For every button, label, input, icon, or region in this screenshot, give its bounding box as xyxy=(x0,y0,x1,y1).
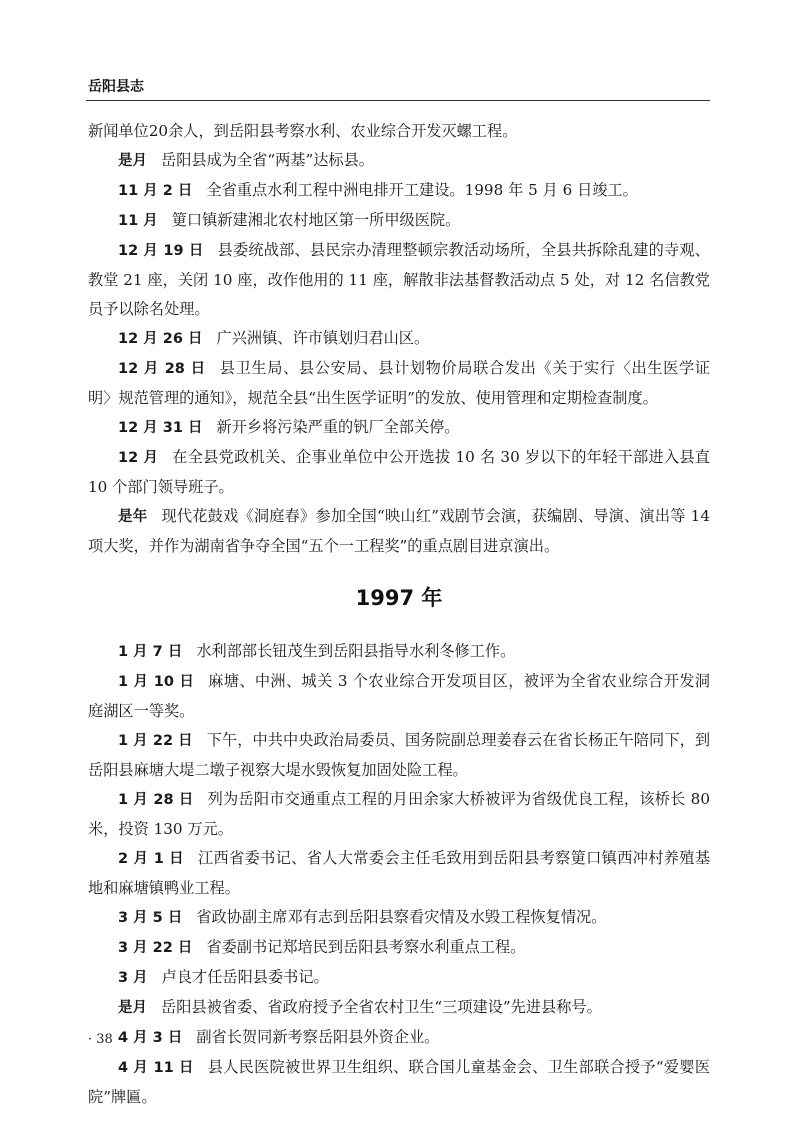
running-header: 岳阳县志 xyxy=(88,79,144,95)
chronicle-entry xyxy=(88,1023,710,1053)
entry-text: 副省长贺同新考察岳阳县外资企业。 xyxy=(196,1028,440,1046)
chronicle-entry xyxy=(88,413,710,443)
entry-text: 现代花鼓戏《洞庭春》参加全国“映山红”戏剧节会演，获编剧、导演、演出等 14 项大奖，并作为湖南省争夺全国“五个一工程奖”的重点剧目进京演出。 xyxy=(88,507,711,555)
entry-text: 省委副书记郑培民到岳阳县考察水利重点工程。 xyxy=(206,938,526,956)
entry-date: 3 月 5 日 xyxy=(118,910,183,926)
entry-text: 在全县党政机关、企事业单位中公开选拔 10 名 30 岁以下的年轻干部进入县直 10 个部门领导班子。 xyxy=(88,448,710,496)
entry-date: 1 月 22 日 xyxy=(118,733,193,749)
entry-date: 3 月 xyxy=(118,970,148,986)
entry-date: 是月 xyxy=(118,153,147,169)
entry-text: 江西省委书记、省人大常委会主任毛致用到岳阳县考察筻口镇西冲村养殖基地和麻塘镇鸭业工程。 xyxy=(88,849,711,897)
entry-date: 4 月 3 日 xyxy=(118,1030,183,1046)
entry-date: 12 月 xyxy=(118,450,159,466)
entries-1996 xyxy=(88,146,710,561)
entry-date: 12 月 28 日 xyxy=(118,361,206,377)
entry-date: 3 月 22 日 xyxy=(118,940,193,956)
entry-text: 省政协副主席邓有志到岳阳县察看灾情及水毁工程恢复情况。 xyxy=(196,908,607,926)
entry-date: 1 月 10 日 xyxy=(118,674,195,690)
chronicle-entry xyxy=(88,354,710,413)
entry-date: 11 月 xyxy=(118,213,158,229)
entry-text: 县人民医院被世界卫生组织、联合国儿童基金会、卫生部联合授予“爱婴医院”牌匾。 xyxy=(88,1058,711,1106)
year-heading: 1997 年 xyxy=(355,586,443,610)
chronicle-entry xyxy=(88,963,710,993)
entry-text: 下午，中共中央政治局委员、国务院副总理姜春云在省长杨正午陪同下，到岳阳县麻塘大堤二墩子视察大堤水毁恢复加固处险工程。 xyxy=(88,731,711,779)
entry-text: 县卫生局、县公安局、县计划物价局联合发出《关于实行〈出生医学证明〉规范管理的通知》，规范全县“出生医学证明”的发放、使用管理和定期检查制度。 xyxy=(88,359,710,407)
entry-date: 是月 xyxy=(118,1000,147,1016)
entry-text: 列为岳阳市交通重点工程的月田余家大桥被评为省级优良工程，该桥长 80 米，投资 130 万元。 xyxy=(88,790,710,838)
chronicle-entry xyxy=(88,176,710,206)
header-divider xyxy=(86,100,710,101)
chronicle-entry xyxy=(88,324,710,354)
entry-date: 1 月 28 日 xyxy=(118,792,194,808)
entry-date: 12 月 26 日 xyxy=(118,331,203,347)
entry-date: 12 月 19 日 xyxy=(118,243,204,259)
entry-text: 新开乡将污染严重的钒厂全部关停。 xyxy=(216,418,460,436)
chronicle-entry xyxy=(88,236,710,324)
entry-date: 12 月 31 日 xyxy=(118,420,203,436)
entry-text: 广兴洲镇、许市镇划归君山区。 xyxy=(216,329,430,347)
chronicle-entry xyxy=(88,1053,710,1112)
entries-1997 xyxy=(88,637,710,1112)
chronicle-entry xyxy=(88,146,710,176)
chronicle-entry xyxy=(88,443,710,502)
chronicle-entry xyxy=(88,933,710,963)
entry-date: 4 月 11 日 xyxy=(118,1060,194,1076)
chronicle-entry xyxy=(88,903,710,933)
page-number: · 38 · xyxy=(88,1032,122,1047)
entry-text: 麻塘、中洲、城关 3 个农业综合开发项目区，被评为全省农业综合开发洞庭湖区一等奖。 xyxy=(88,672,710,720)
entry-text: 岳阳县被省委、省政府授予全省农村卫生“三项建设”先进县称号。 xyxy=(161,998,602,1016)
entry-date: 1 月 7 日 xyxy=(118,644,183,660)
entry-date: 11 月 2 日 xyxy=(118,183,193,199)
entry-text: 水利部部长钮茂生到岳阳县指导水利冬修工作。 xyxy=(196,642,516,660)
entry-text: 卢良才任岳阳县委书记。 xyxy=(161,968,329,986)
entry-date: 是年 xyxy=(118,509,148,525)
chronicle-entry xyxy=(88,637,710,667)
entry-date: 2 月 1 日 xyxy=(118,851,185,867)
chronicle-entry xyxy=(88,502,710,561)
chronicle-body xyxy=(88,117,710,1112)
entry-text: 筻口镇新建湘北农村地区第一所甲级医院。 xyxy=(171,211,461,229)
chronicle-entry xyxy=(88,206,710,236)
chronicle-entry xyxy=(88,993,710,1023)
entry-text: 县委统战部、县民宗办清理整顿宗教活动场所，全县共拆除乱建的寺观、教堂 21 座，关闭 10 座，改作他用的 11 座，解散非法基督教活动点 5 处，对 12 名信教党员予以除名处理。 xyxy=(88,241,710,318)
continued-paragraph: 新闻单位20余人，到岳阳县考察水利、农业综合开发灭螺工程。 xyxy=(88,122,518,140)
chronicle-entry xyxy=(88,667,710,726)
entry-text: 全省重点水利工程中洲电排开工建设。1998 年 5 月 6 日竣工。 xyxy=(206,181,638,199)
entry-text: 岳阳县成为全省“两基”达标县。 xyxy=(161,151,374,169)
chronicle-entry xyxy=(88,785,710,844)
chronicle-entry xyxy=(88,844,710,903)
chronicle-entry xyxy=(88,726,710,785)
